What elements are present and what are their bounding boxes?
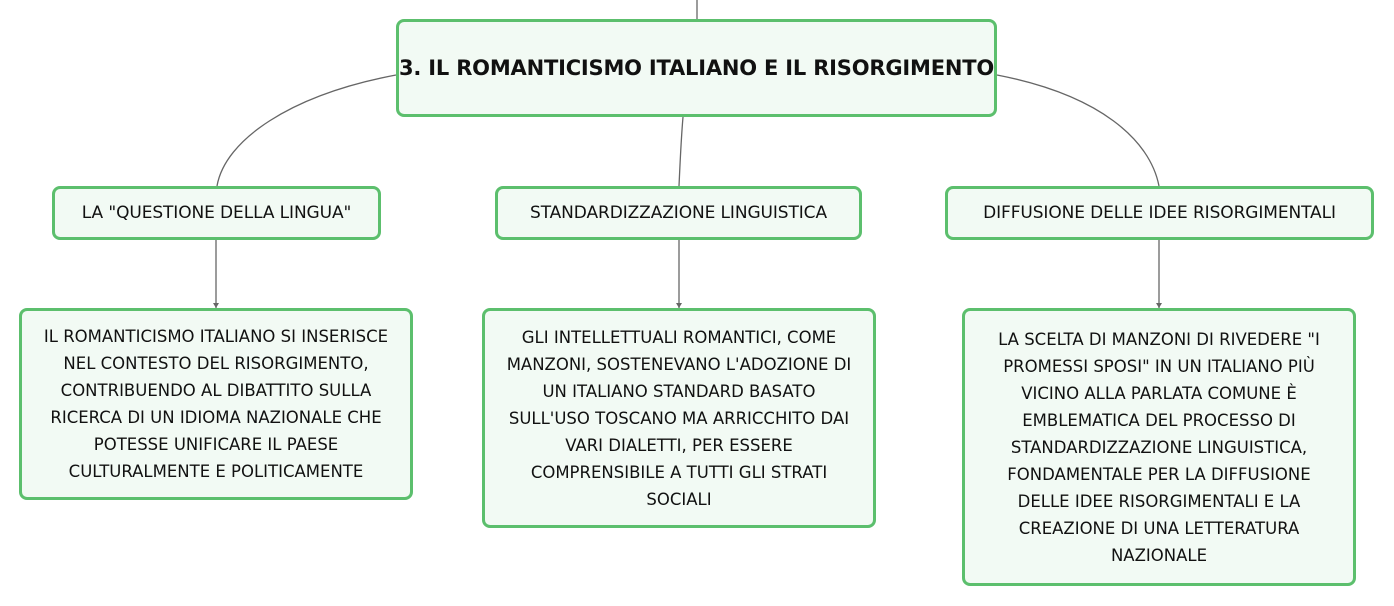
connector-root-to-topic-3 — [997, 75, 1159, 186]
topic-node-diffusione-idee-risorgimentali[interactable] — [945, 186, 1374, 240]
detail-node-standardizzazione-linguistica[interactable] — [482, 308, 876, 528]
topic-label: LA "QUESTIONE DELLA LINGUA" — [81, 203, 352, 223]
connector-root-to-topic-1 — [217, 75, 396, 186]
topic-node-standardizzazione-linguistica[interactable] — [495, 186, 862, 240]
topic-label: STANDARDIZZAZIONE LINGUISTICA — [530, 203, 827, 223]
detail-node-diffusione-idee-risorgimentali[interactable] — [962, 308, 1356, 586]
detail-node-questione-della-lingua[interactable] — [19, 308, 413, 500]
root-node[interactable] — [396, 19, 997, 117]
topic-label: DIFFUSIONE DELLE IDEE RISORGIMENTALI — [983, 203, 1336, 223]
detail-text: GLI INTELLETTUALI ROMANTICI, COME MANZONI, SOSTENEVANO L'ADOZIONE DI UN ITALIANO STANDARD BASATO SULL'USO TOSCANO MA ARRICCHITO DAI VARI DIALETTI, PER ESSERE COMPRENSIBILE A TUTTI GLI STRATI SOCIALI — [506, 327, 852, 509]
connector-root-to-topic-2 — [679, 117, 683, 186]
topic-node-questione-della-lingua[interactable] — [52, 186, 381, 240]
root-title: 3. IL ROMANTICISMO ITALIANO E IL RISORGIMENTO — [399, 56, 994, 80]
detail-text: LA SCELTA DI MANZONI DI RIVEDERE "I PROMESSI SPOSI" IN UN ITALIANO PIÙ VICINO ALLA PARLATA COMUNE È EMBLEMATICA DEL PROCESSO DI STANDARDIZZAZIONE LINGUISTICA, FONDAMENTALE PER LA DIFFUSIONE DELLE IDEE RISORGIMENTALI E LA CREAZIONE DI UNA LETTERATURA NAZIONALE — [998, 329, 1320, 565]
detail-text: IL ROMANTICISMO ITALIANO SI INSERISCE NEL CONTESTO DEL RISORGIMENTO, CONTRIBUENDO AL DIBATTITO SULLA RICERCA DI UN IDIOMA NAZIONALE CHE POTESSE UNIFICARE IL PAESE CULTURALMENTE E POLITICAMENTE — [43, 327, 389, 481]
